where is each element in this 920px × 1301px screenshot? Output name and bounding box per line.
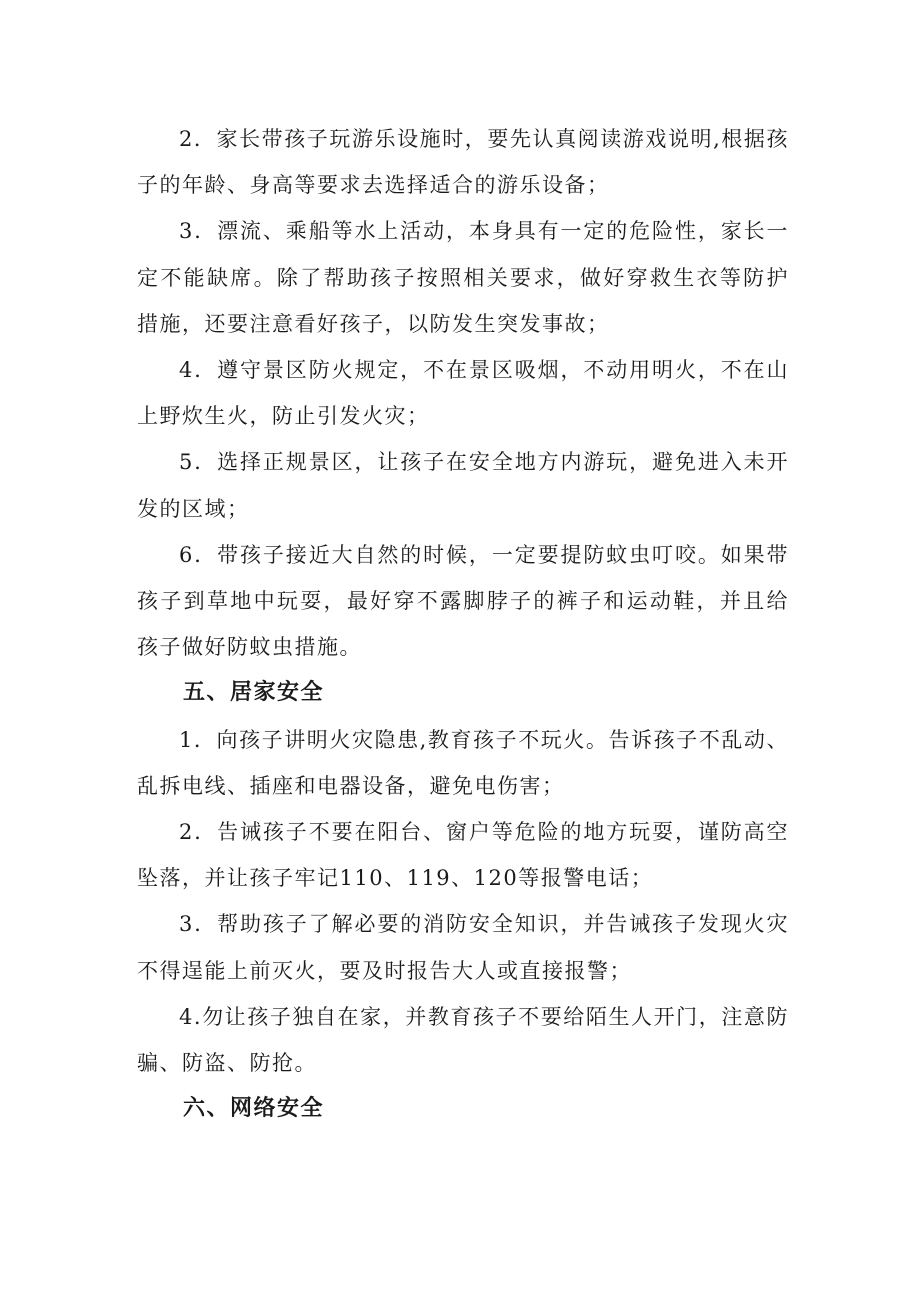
- home-safety-item-4: 4.勿让孩子独自在家，并教育孩子不要给陌生人开门，注意防骗、防盗、防抢。: [137, 1004, 789, 1076]
- section-heading-home-safety: 五、居家安全: [183, 680, 325, 706]
- paragraph-item-2: 2．家长带孩子玩游乐设施时，要先认真阅读游戏说明,根据孩子的年龄、身高等要求去选择适合的游乐设备；: [137, 127, 789, 198]
- home-safety-item-3: 3．帮助孩子了解必要的消防安全知识，并告诫孩子发现火灾不得逞能上前灭火，要及时报告大人或直接报警；: [137, 912, 789, 983]
- home-safety-item-2: 2．告诫孩子不要在阳台、窗户等危险的地方玩耍，谨防高空坠落，并让孩子牢记110、119、120等报警电话；: [137, 820, 789, 891]
- document-body: [137, 116, 789, 1132]
- home-safety-item-1: 1．向孩子讲明火灾隐患,教育孩子不玩火。告诉孩子不乱动、乱拆电线、插座和电器设备，避免电伤害；: [137, 727, 789, 798]
- paragraph-item-3: 3．漂流、乘船等水上活动，本身具有一定的危险性，家长一定不能缺席。除了帮助孩子按照相关要求，做好穿救生衣等防护措施，还要注意看好孩子，以防发生突发事故；: [137, 219, 789, 336]
- section-heading-network-safety: 六、网络安全: [183, 1096, 325, 1122]
- paragraph-item-5: 5．选择正规景区，让孩子在安全地方内游玩，避免进入未开发的区域；: [137, 450, 789, 521]
- paragraph-item-6: 6．带孩子接近大自然的时候，一定要提防蚊虫叮咬。如果带孩子到草地中玩耍，最好穿不露脚脖子的裤子和运动鞋，并且给孩子做好防蚊虫措施。: [137, 542, 789, 660]
- paragraph-item-4: 4．遵守景区防火规定，不在景区吸烟，不动用明火，不在山上野炊生火，防止引发火灾；: [137, 358, 789, 429]
